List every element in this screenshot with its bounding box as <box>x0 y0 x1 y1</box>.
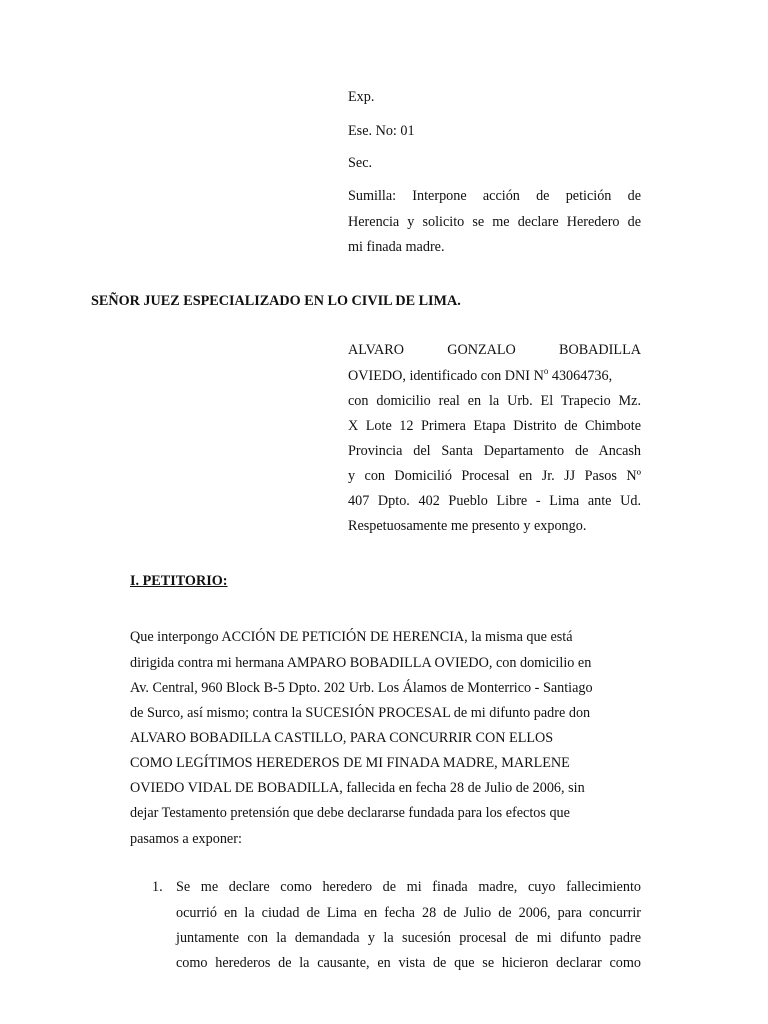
petitioner-dni-text <box>348 367 612 385</box>
list-item-line-2: ocurrió en la ciudad de Lima en fecha 28 de Julio de 2006, para concurrir <box>176 905 641 921</box>
body-line-7: OVIEDO VIDAL DE BOBADILLA, fallecida en fecha 28 de Julio de 2006, sin <box>130 780 585 796</box>
body-line-3: Av. Central, 960 Block B-5 Dpto. 202 Urb. Los Álamos de Monterrico - Santiago <box>130 680 593 696</box>
list-item-line-1: Se me declare como heredero de mi finada madre, cuyo fallecimiento <box>176 879 641 895</box>
petitioner-surname: BOBADILLA <box>559 342 641 358</box>
petitioner-line-3: con domicilio real en la Urb. El Trapecio Mz. <box>348 393 641 409</box>
body-line-8: dejar Testamento pretensión que debe declararse fundada para los efectos que <box>130 805 570 821</box>
ese-number: Ese. No: 01 <box>348 123 415 139</box>
expediente-label: Exp. <box>348 89 375 105</box>
dni-superscript: o <box>543 366 549 376</box>
dni-number: 43064736, <box>548 368 613 384</box>
body-line-4: de Surco, así mismo; contra la SUCESIÓN PROCESAL de mi difunto padre don <box>130 705 591 721</box>
petitioner-line-7: 407 Dpto. 402 Pueblo Libre - Lima ante Ud. <box>348 493 641 509</box>
sumilla-line-2: Herencia y solicito se me declare Heredero de <box>348 214 641 230</box>
body-line-1: Que interpongo ACCIÓN DE PETICIÓN DE HERENCIA, la misma que está <box>130 629 573 645</box>
petitioner-dni-line <box>348 367 641 385</box>
secretario-label: Sec. <box>348 155 373 171</box>
body-line-2: dirigida contra mi hermana AMPARO BOBADILLA OVIEDO, con domicilio en <box>130 655 592 671</box>
petitioner-closing: Respetuosamente me presento y expongo. <box>348 518 587 534</box>
sumilla-line-1: Sumilla: Interpone acción de petición de <box>348 188 641 204</box>
petitioner-line-6: y con Domicilió Procesal en Jr. JJ Pasos Nº <box>348 468 641 484</box>
petitioner-line-4: X Lote 12 Primera Etapa Distrito de Chimbote <box>348 418 641 434</box>
list-item-line-3: juntamente con la demandada y la sucesión procesal de mi difunto padre <box>176 930 641 946</box>
body-line-5: ALVARO BOBADILLA CASTILLO, PARA CONCURRIR CON ELLOS <box>130 730 554 746</box>
petitioner-name-line <box>348 341 641 359</box>
body-line-9: pasamos a exponer: <box>130 831 242 847</box>
petitioner-line-5: Provincia del Santa Departamento de Ancash <box>348 443 641 459</box>
section-title-petitorio: I. PETITORIO: <box>130 573 228 589</box>
sumilla-line-3: mi finada madre. <box>348 239 445 255</box>
dni-prefix: OVIEDO, identificado con DNI N <box>348 368 544 384</box>
body-line-6: COMO LEGÍTIMOS HEREDEROS DE MI FINADA MADRE, MARLENE <box>130 755 570 771</box>
petitioner-first-name: ALVARO <box>348 342 404 358</box>
list-item-line-4: como herederos de la causante, en vista de que se hicieron declarar como <box>176 955 641 971</box>
addressee-heading: SEÑOR JUEZ ESPECIALIZADO EN LO CIVIL DE LIMA. <box>91 293 461 309</box>
petitioner-middle-name: GONZALO <box>447 342 516 358</box>
list-item-number: 1. <box>152 879 163 895</box>
